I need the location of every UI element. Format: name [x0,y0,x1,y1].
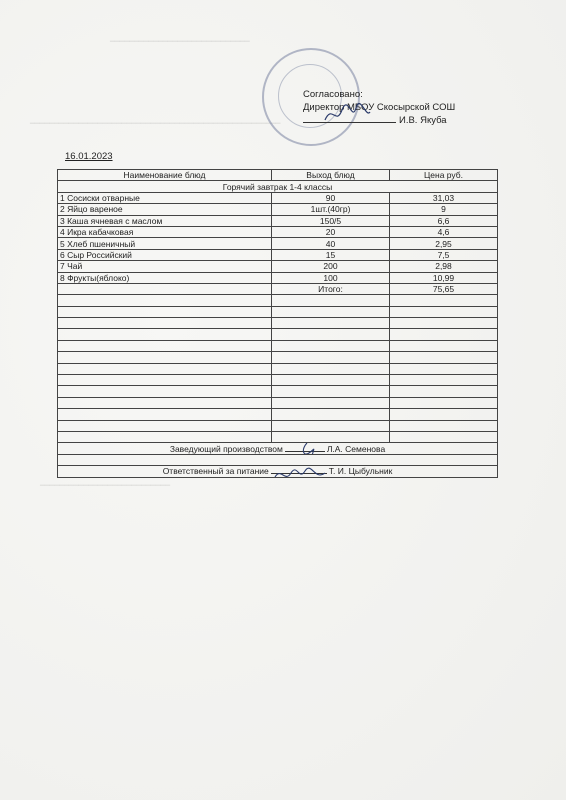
portion-cell: 15 [272,249,390,260]
chef-signature [297,443,319,454]
menu-rows [58,192,498,283]
dish-name-cell: 7 Чай [58,261,272,272]
dish-name-cell: 4 Икра кабачковая [58,226,272,237]
nutrition-signature [273,467,327,477]
table-row [58,204,498,215]
table-row [58,215,498,226]
chef-label: Заведующий производством [169,443,283,454]
portion-cell: 20 [272,226,390,237]
menu-table [57,169,498,478]
nutrition-label: Ответственный за питание [162,466,269,477]
chef-name: Л.А. Семенова [326,443,386,454]
dish-name-cell: 8 Фрукты(яблоко) [58,272,272,283]
portion-cell: 90 [272,192,390,203]
menu-date: 16.01.2023 [65,151,113,162]
approval-title: Согласовано: [303,89,363,100]
empty-row [58,306,498,317]
empty-rows [58,295,498,443]
price-cell: 9 [390,204,498,215]
price-cell: 4,6 [390,226,498,237]
nutrition-signature-line [271,473,327,474]
total-row [58,283,498,294]
empty-row [58,409,498,420]
header-dish-name: Наименование блюд [58,170,272,181]
portion-cell: 150/5 [272,215,390,226]
header-portion: Выход блюд [272,170,390,181]
price-cell: 10,99 [390,272,498,283]
approval-name: И.В. Якуба [399,115,447,126]
empty-row [58,340,498,351]
portion-cell: 40 [272,238,390,249]
dish-name-cell: 6 Сыр Российский [58,249,272,260]
total-label: Итого: [272,283,390,294]
section-title: Горячий завтрак 1-4 классы [58,181,498,192]
nutrition-signature-row [58,466,498,477]
portion-cell: 100 [272,272,390,283]
nutrition-name: Т. И. Цыбульник [328,466,393,477]
empty-row [58,363,498,374]
empty-row [58,352,498,363]
empty-row [58,431,498,442]
dish-name-cell: 3 Каша ячневая с маслом [58,215,272,226]
approval-position: Директор МБОУ Скосырской СОШ [303,102,456,113]
empty-row [58,420,498,431]
empty-row [58,295,498,306]
table-row [58,226,498,237]
portion-cell: 1шт.(40гр) [272,204,390,215]
price-cell: 2,95 [390,238,498,249]
empty-row [58,318,498,329]
chef-signature-line [285,451,325,452]
table-row [58,261,498,272]
empty-row [58,397,498,408]
dish-name-cell: 5 Хлеб пшеничный [58,238,272,249]
table-row [58,272,498,283]
bleed-through-text: ━━━━━━━━━━━━━━━━━━━━━━━━━━━ [40,481,171,490]
table-row [58,192,498,203]
director-signature [322,100,372,128]
empty-row [58,386,498,397]
table-header-row [58,170,498,181]
empty-row [58,375,498,386]
price-cell: 2,98 [390,261,498,272]
header-price: Цена руб. [390,170,498,181]
section-row [58,181,498,192]
empty-row [58,454,498,465]
bleed-through-text: ━━━━━━━━━━━━━━━━━━━━━━━━━━━━━━━━━━━━━━━━━━━━━━━━━━━━ [30,119,281,128]
table-row [58,249,498,260]
empty-row [58,329,498,340]
portion-cell: 200 [272,261,390,272]
dish-name-cell: 2 Яйцо вареное [58,204,272,215]
total-value: 75,65 [390,283,498,294]
chef-signature-row [58,443,498,454]
price-cell: 31,03 [390,192,498,203]
table-row [58,238,498,249]
price-cell: 6,6 [390,215,498,226]
dish-name-cell: 1 Сосиски отварные [58,192,272,203]
bleed-through-text: ━━━━━━━━━━━━━━━━━━━━━━━━━━━━━ [110,37,250,46]
price-cell: 7,5 [390,249,498,260]
